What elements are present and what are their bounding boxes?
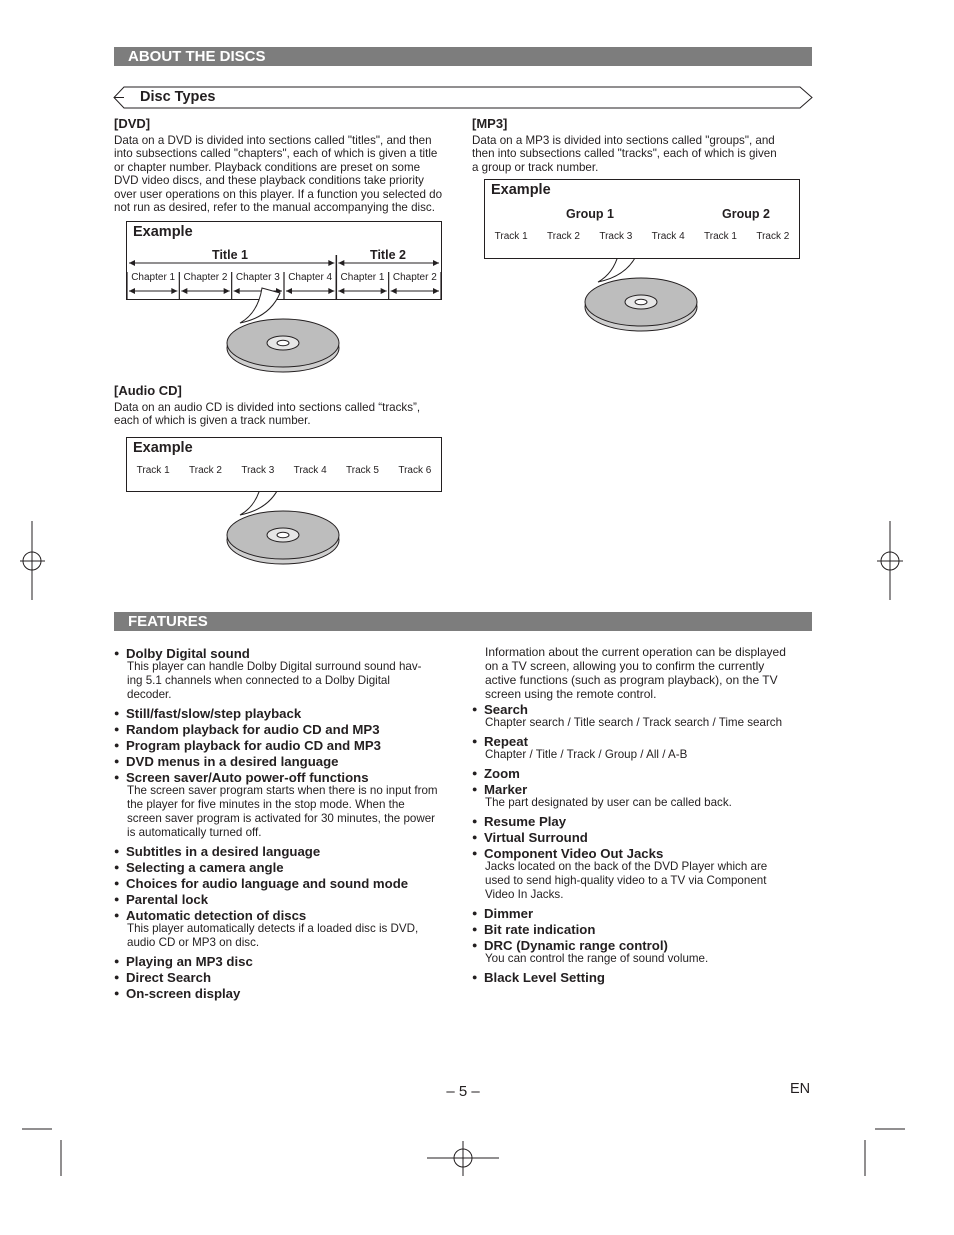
audio-cd-segment-label: Track 2 xyxy=(189,465,222,476)
dvd-segment-label: Chapter 1 xyxy=(340,272,385,283)
feature-title: Marker xyxy=(484,782,528,797)
feature-title: Choices for audio language and sound mode xyxy=(126,876,409,891)
disc-types-title: Disc Types xyxy=(140,89,216,105)
dvd-segment-label: Chapter 3 xyxy=(235,272,280,283)
bullet-icon: ● xyxy=(114,910,120,920)
features-right-intro: Information about the current operation can be displayed on a TV screen, allowing you to confirm the currently active functions (such as program playback), on the TV screen using the remote control. xyxy=(485,645,786,701)
dvd-segment-label: Chapter 4 xyxy=(288,272,333,283)
bullet-icon: ● xyxy=(114,988,120,998)
feature-description: Chapter search / Title search / Track search / Time search xyxy=(485,716,783,729)
feature-title: Search xyxy=(484,702,528,717)
bullet-icon: ● xyxy=(114,724,120,734)
feature-title: Virtual Surround xyxy=(484,830,588,845)
feature-description: used to send high-quality video to a TV via Component xyxy=(485,874,767,887)
feature-description: audio CD or MP3 on disc. xyxy=(127,936,260,949)
bullet-icon: ● xyxy=(114,956,120,966)
audio-cd-description: Data on an audio CD is divided into sections called “tracks”, each of which is given a track number. xyxy=(114,401,421,428)
dvd-group-label-1: Title 1 xyxy=(212,248,248,262)
feature-description: Chapter / Title / Track / Group / All / A-B xyxy=(485,748,688,761)
bullet-icon: ● xyxy=(472,832,478,842)
feature-description: screen saver program is activated for 30 minutes, the power xyxy=(127,812,436,825)
audio-cd-example-label: Example xyxy=(133,440,193,456)
feature-title: Selecting a camera angle xyxy=(126,860,284,875)
page-number: – 5 – xyxy=(446,1083,480,1100)
feature-title: On-screen display xyxy=(126,986,241,1001)
mp3-description: Data on a MP3 is divided into sections called "groups", and then into subsections called "tracks", each of which is given a group or track number. xyxy=(472,134,777,174)
bullet-icon: ● xyxy=(472,768,478,778)
language-code: EN xyxy=(790,1081,811,1097)
bullet-icon: ● xyxy=(472,940,478,950)
bullet-icon: ● xyxy=(114,878,120,888)
about-discs-title: ABOUT THE DISCS xyxy=(128,48,266,65)
feature-description: is automatically turned off. xyxy=(127,826,262,839)
bullet-icon: ● xyxy=(472,816,478,826)
features-title: FEATURES xyxy=(128,613,208,630)
bullet-icon: ● xyxy=(114,708,120,718)
bullet-icon: ● xyxy=(472,848,478,858)
feature-title: Direct Search xyxy=(126,970,212,985)
feature-title: Program playback for audio CD and MP3 xyxy=(126,738,382,753)
dvd-example-label: Example xyxy=(133,224,193,240)
mp3-segment-label: Track 2 xyxy=(756,231,790,242)
mp3-segment-label: Track 2 xyxy=(547,231,580,242)
audio-cd-segment-label: Track 5 xyxy=(346,465,379,476)
audio-cd-heading: [Audio CD] xyxy=(114,383,182,398)
mp3-segment-label: Track 1 xyxy=(704,231,737,242)
feature-title: Parental lock xyxy=(126,892,209,907)
bullet-icon: ● xyxy=(472,704,478,714)
dvd-segment-label: Chapter 2 xyxy=(183,272,228,283)
bullet-icon: ● xyxy=(472,924,478,934)
mp3-heading: [MP3] xyxy=(472,116,508,131)
feature-description: the player for five minutes in the stop mode. When the xyxy=(127,798,405,811)
mp3-group-label-1: Group 1 xyxy=(566,207,614,221)
feature-title: DRC (Dynamic range control) xyxy=(484,938,668,953)
bullet-icon: ● xyxy=(114,972,120,982)
feature-description: decoder. xyxy=(127,688,172,701)
mp3-example-label: Example xyxy=(491,182,551,198)
feature-title: Repeat xyxy=(484,734,528,749)
feature-title: Zoom xyxy=(484,766,520,781)
dvd-heading: [DVD] xyxy=(114,116,151,131)
feature-title: Component Video Out Jacks xyxy=(484,846,664,861)
bullet-icon: ● xyxy=(114,862,120,872)
bullet-icon: ● xyxy=(114,740,120,750)
bullet-icon: ● xyxy=(472,784,478,794)
mp3-group-label-2: Group 2 xyxy=(722,207,770,221)
feature-title: Random playback for audio CD and MP3 xyxy=(126,722,380,737)
feature-title: Resume Play xyxy=(484,814,567,829)
feature-description: The screen saver program starts when there is no input from xyxy=(127,784,438,797)
audio-cd-segment-label: Track 3 xyxy=(241,465,275,476)
bullet-icon: ● xyxy=(114,648,120,658)
dvd-group-label-2: Title 2 xyxy=(370,248,406,262)
feature-title: Automatic detection of discs xyxy=(126,908,307,923)
feature-description: This player automatically detects if a loaded disc is DVD, xyxy=(127,922,419,935)
feature-title: Black Level Setting xyxy=(484,970,605,985)
feature-title: Screen saver/Auto power-off functions xyxy=(126,770,369,785)
feature-title: Playing an MP3 disc xyxy=(126,954,253,969)
dvd-segment-label: Chapter 1 xyxy=(131,272,176,283)
feature-description: This player can handle Dolby Digital surround sound hav- xyxy=(127,660,422,673)
mp3-segment-label: Track 4 xyxy=(651,231,685,242)
feature-title: Dimmer xyxy=(484,906,534,921)
dvd-segment-label: Chapter 2 xyxy=(392,272,437,283)
mp3-segment-label: Track 3 xyxy=(599,231,633,242)
mp3-segment-label: Track 1 xyxy=(494,231,528,242)
bullet-icon: ● xyxy=(472,972,478,982)
feature-title: Still/fast/slow/step playback xyxy=(126,706,302,721)
feature-description: ing 5.1 channels when connected to a Dolby Digital xyxy=(127,674,390,687)
feature-title: Bit rate indication xyxy=(484,922,596,937)
feature-description: The part designated by user can be called back. xyxy=(485,796,732,809)
bullet-icon: ● xyxy=(472,908,478,918)
audio-cd-segment-label: Track 6 xyxy=(398,465,432,476)
bullet-icon: ● xyxy=(114,772,120,782)
feature-description: Jacks located on the back of the DVD Player which are xyxy=(485,860,768,873)
feature-title: Subtitles in a desired language xyxy=(126,844,321,859)
audio-cd-segment-label: Track 1 xyxy=(136,465,170,476)
audio-cd-segment-label: Track 4 xyxy=(293,465,327,476)
feature-title: Dolby Digital sound xyxy=(126,646,250,661)
feature-description: You can control the range of sound volume. xyxy=(485,952,709,965)
feature-description: Video In Jacks. xyxy=(485,888,564,901)
bullet-icon: ● xyxy=(472,736,478,746)
bullet-icon: ● xyxy=(114,846,120,856)
feature-title: DVD menus in a desired language xyxy=(126,754,339,769)
bullet-icon: ● xyxy=(114,894,120,904)
dvd-description: Data on a DVD is divided into sections called "titles", and then into subsections called "chapters", each of which is given a title or chapter number. Playback conditions are preset on some DVD video discs, and these playback conditions take priority over user operations on this player. If a function you selected do not run as desired, refer to the manual accompanying the disc. xyxy=(114,134,443,215)
bullet-icon: ● xyxy=(114,756,120,766)
